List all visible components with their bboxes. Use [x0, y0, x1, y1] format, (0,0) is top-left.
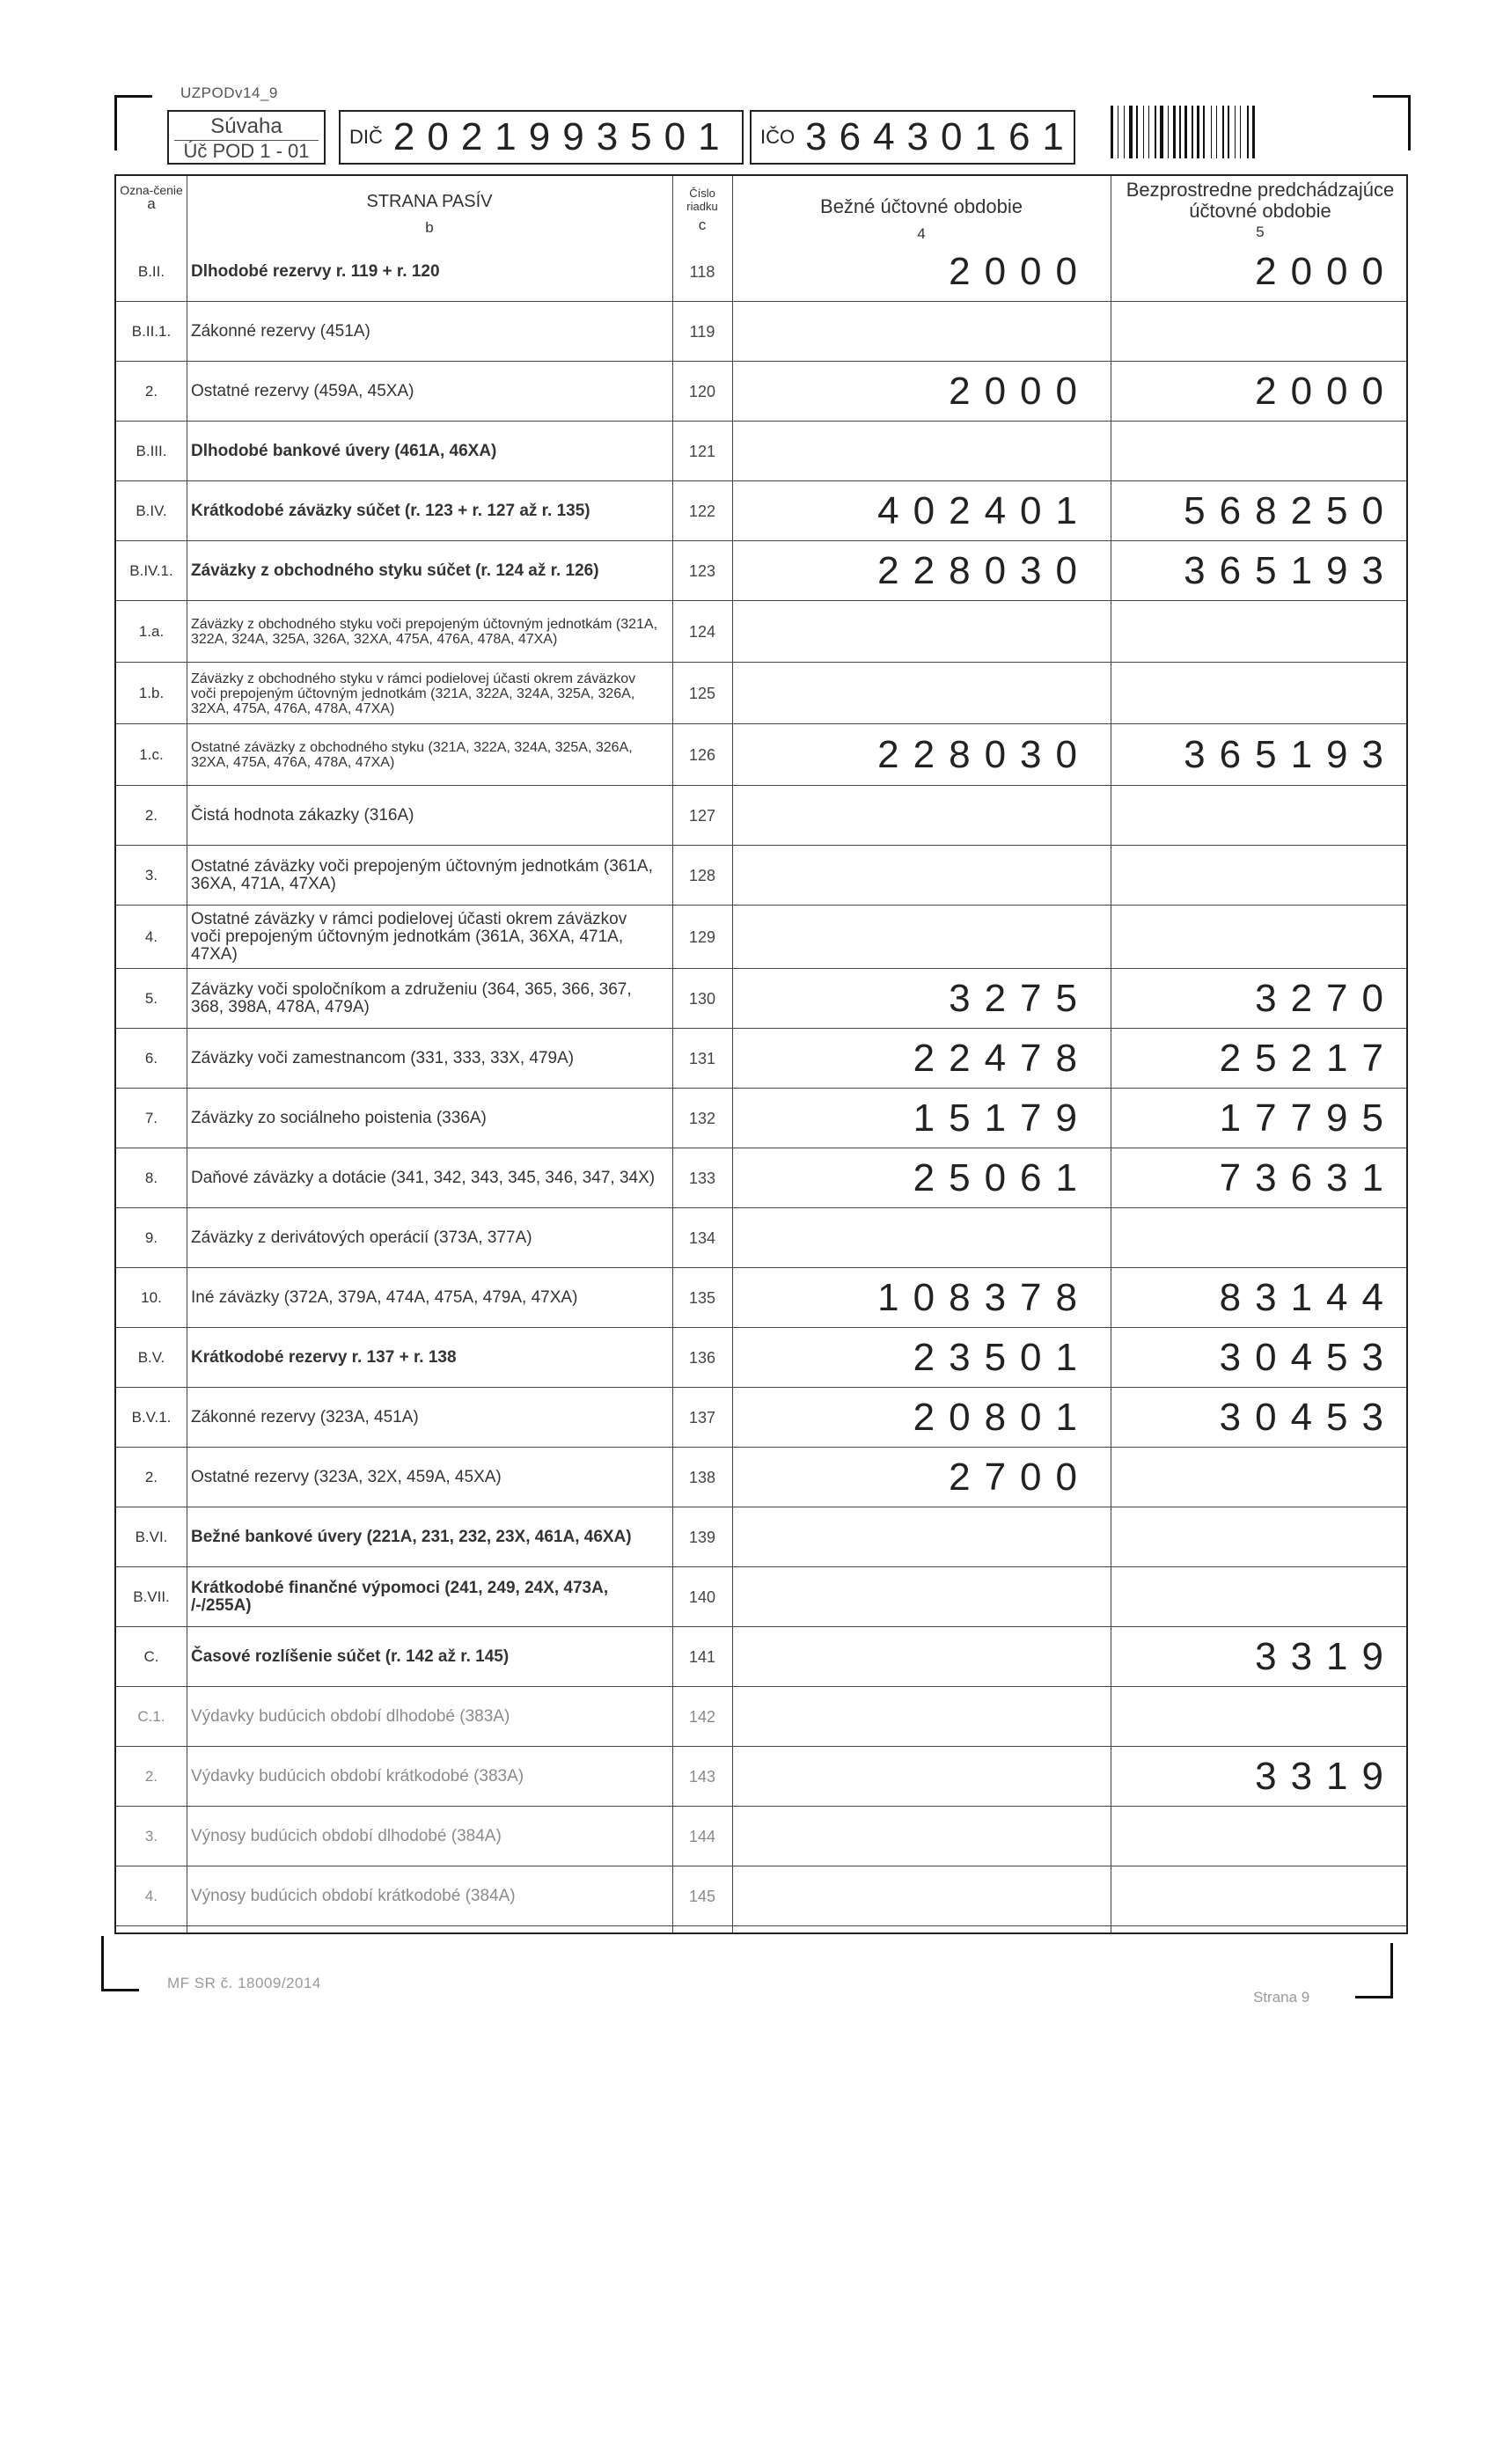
table-row: [116, 1687, 1406, 1747]
table-row: [116, 302, 1406, 362]
row-line-number: 145: [688, 1887, 716, 1905]
current-period-value: 20801: [913, 1396, 1091, 1439]
column-header-previous-period-label: Bezprostredne predchádzajúce účtovné obdobie: [1126, 179, 1395, 222]
previous-period-value: [1111, 846, 1410, 906]
row-description: Záväzky voči spoločníkom a združeniu (364, 365, 366, 367, 368, 398A, 478A, 479A): [191, 980, 632, 1016]
previous-period-value: [1111, 1208, 1410, 1268]
column-header-current-period-label: Bežné účtovné obdobie: [820, 195, 1023, 217]
previous-period-value: 365193: [1184, 733, 1397, 776]
row-mark: 6.: [144, 1050, 158, 1067]
row-description: Bežné bankové úvery (221A, 231, 232, 23X, 461A, 46XA): [191, 1528, 632, 1546]
previous-period-value: [1111, 663, 1410, 724]
row-description: Časové rozlíšenie súčet (r. 142 až r. 145): [191, 1647, 510, 1666]
column-header-current-period-sub: 4: [917, 225, 926, 242]
corner-mark-top-left: [114, 95, 152, 150]
row-mark: 5.: [144, 990, 158, 1007]
previous-period-value: [1111, 1866, 1410, 1926]
corner-mark-bottom-left: [101, 1936, 139, 1991]
current-period-value: [732, 1627, 1111, 1687]
row-description: Krátkodobé finančné výpomoci (241, 249, 24X, 473A, /-/255A): [191, 1579, 609, 1615]
row-mark: B.IV.: [136, 502, 167, 519]
barcode: [1111, 106, 1331, 158]
form-type-box: [167, 110, 326, 165]
current-period-value: 108378: [877, 1276, 1091, 1319]
row-description: Výnosy budúcich období krátkodobé (384A): [191, 1887, 516, 1905]
current-period-value: [732, 1747, 1111, 1807]
row-mark: B.VII.: [133, 1588, 170, 1605]
row-mark: 3.: [144, 1828, 158, 1844]
row-mark: B.VI.: [135, 1529, 168, 1545]
row-description: Dlhodobé bankové úvery (461A, 46XA): [191, 442, 497, 460]
row-line-number: 128: [688, 866, 716, 884]
row-mark: B.V.1.: [131, 1409, 172, 1426]
row-line-number: 122: [688, 502, 716, 520]
previous-period-value: 3270: [1255, 977, 1397, 1020]
row-description: Výdavky budúcich období krátkodobé (383A): [191, 1767, 524, 1786]
current-period-value: 2700: [949, 1456, 1091, 1499]
row-description: Záväzky z obchodného styku v rámci podielovej účasti okrem záväzkov voči prepojeným účtovným jednotkám (321A, 322A, 324A, 325A, 326A, 32XA, 475A, 476A, 478A, 47XA): [191, 671, 636, 716]
previous-period-value: 30453: [1219, 1396, 1397, 1439]
table-row: [116, 1507, 1406, 1567]
column-header-liabilities: [187, 176, 672, 242]
row-mark: 4.: [144, 1888, 158, 1904]
row-line-number: 144: [688, 1827, 716, 1845]
row-line-number: 136: [688, 1348, 716, 1367]
current-period-value: 15179: [913, 1096, 1091, 1140]
current-period-value: [732, 1866, 1111, 1926]
dic-value: 2021993501: [392, 115, 732, 158]
table-row: [116, 724, 1406, 786]
current-period-value: 2000: [949, 250, 1091, 293]
current-period-value: [732, 1687, 1111, 1747]
row-line-number: 143: [688, 1767, 716, 1786]
previous-period-value: 2000: [1255, 250, 1397, 293]
current-period-value: 25061: [913, 1156, 1091, 1199]
ico-label: IČO: [760, 126, 796, 148]
form-subname: Úč POD 1 - 01: [174, 140, 319, 162]
table-row: [116, 1388, 1406, 1448]
previous-period-value: 3319: [1255, 1635, 1397, 1678]
row-line-number: 118: [689, 262, 715, 281]
current-period-value: [732, 1807, 1111, 1866]
row-line-number: 121: [688, 442, 716, 460]
liabilities-table: [114, 174, 1408, 1934]
table-row: [116, 969, 1406, 1029]
row-line-number: 120: [688, 382, 716, 400]
row-mark: 2.: [144, 1469, 158, 1485]
row-description: Záväzky voči zamestnancom (331, 333, 33X, 479A): [191, 1049, 575, 1067]
previous-period-value: 2000: [1255, 370, 1397, 413]
previous-period-value: [1111, 1567, 1410, 1627]
previous-period-value: [1111, 1507, 1410, 1567]
column-header-line-number-sub: c: [698, 216, 707, 233]
row-line-number: 131: [688, 1049, 716, 1067]
row-mark: 8.: [144, 1170, 158, 1186]
current-period-value: [732, 302, 1111, 362]
table-row: [116, 1208, 1406, 1268]
row-description: Záväzky z derivátových operácií (373A, 377A): [191, 1228, 532, 1247]
previous-period-value: 17795: [1219, 1096, 1397, 1140]
row-description: Dlhodobé rezervy r. 119 + r. 120: [191, 262, 440, 281]
previous-period-value: [1111, 1807, 1410, 1866]
row-description: Krátkodobé rezervy r. 137 + r. 138: [191, 1348, 457, 1367]
column-header-previous-period-sub: 5: [1256, 224, 1265, 240]
previous-period-value: [1111, 422, 1410, 481]
current-period-value: [732, 906, 1111, 969]
table-row: [116, 1268, 1406, 1328]
row-line-number: 139: [688, 1528, 716, 1546]
row-mark: B.IV.1.: [129, 562, 173, 579]
ministry-reference: MF SR č. 18009/2014: [167, 1975, 321, 1991]
ico-value: 36430161: [805, 115, 1076, 158]
corner-mark-top-right: [1373, 95, 1411, 150]
column-header-mark-label: Ozna-čenie: [120, 183, 183, 197]
current-period-value: [732, 846, 1111, 906]
row-line-number: 138: [688, 1468, 716, 1486]
current-period-value: [732, 786, 1111, 846]
dic-label: DIČ: [349, 126, 383, 148]
row-mark: 2.: [144, 383, 158, 400]
row-description: Čistá hodnota zákazky (316A): [191, 806, 414, 825]
previous-period-value: 3319: [1255, 1755, 1397, 1798]
previous-period-value: [1111, 906, 1410, 969]
column-header-previous-period: [1111, 176, 1410, 242]
row-description: Ostatné rezervy (323A, 32X, 459A, 45XA): [191, 1468, 502, 1486]
column-header-current-period: [732, 176, 1111, 242]
table-row: [116, 663, 1406, 724]
current-period-value: [732, 663, 1111, 724]
row-line-number: 124: [688, 622, 716, 641]
column-header-liabilities-label: STRANA PASÍV: [366, 192, 493, 211]
row-line-number: 125: [688, 684, 716, 702]
row-line-number: 134: [688, 1228, 716, 1247]
page-number: Strana 9: [1253, 1989, 1310, 2006]
row-mark: B.II.: [137, 263, 165, 280]
current-period-value: [732, 601, 1111, 663]
row-line-number: 137: [688, 1408, 716, 1426]
current-period-value: 3275: [949, 977, 1091, 1020]
form-code: UZPODv14_9: [180, 84, 278, 101]
row-mark: B.III.: [136, 443, 167, 459]
table-row: [116, 1567, 1406, 1627]
ico-box: [750, 110, 1075, 165]
column-header-line-number-label: Číslo riadku: [686, 187, 718, 213]
row-mark: 1.c.: [139, 746, 164, 763]
previous-period-value: [1111, 601, 1410, 663]
previous-period-value: 365193: [1184, 549, 1397, 592]
previous-period-value: [1111, 302, 1410, 362]
current-period-value: 402401: [877, 489, 1091, 532]
table-row: [116, 422, 1406, 481]
row-line-number: 133: [688, 1169, 716, 1187]
table-row: [116, 846, 1406, 906]
row-line-number: 142: [688, 1707, 716, 1726]
table-row: [116, 1627, 1406, 1687]
table-row: [116, 541, 1406, 601]
row-line-number: 130: [688, 989, 716, 1008]
row-mark: 3.: [144, 867, 158, 884]
column-header-mark: [116, 176, 187, 242]
table-row: [116, 362, 1406, 422]
table-row: [116, 1448, 1406, 1507]
row-mark: B.V.: [137, 1349, 165, 1366]
table-row: [116, 1089, 1406, 1148]
form-name: Súvaha: [210, 114, 282, 138]
row-description: Výnosy budúcich období dlhodobé (384A): [191, 1827, 502, 1845]
row-line-number: 140: [688, 1588, 716, 1606]
row-line-number: 141: [688, 1647, 716, 1666]
row-line-number: 127: [688, 806, 716, 825]
row-description: Záväzky zo sociálneho poistenia (336A): [191, 1109, 487, 1127]
row-mark: 9.: [144, 1229, 158, 1246]
table-row: [116, 906, 1406, 969]
row-mark: 1.a.: [138, 623, 165, 640]
current-period-value: [732, 1507, 1111, 1567]
row-line-number: 119: [689, 322, 715, 341]
row-line-number: 129: [688, 928, 716, 946]
dic-box: [339, 110, 744, 165]
row-description: Ostatné rezervy (459A, 45XA): [191, 382, 414, 400]
previous-period-value: 30453: [1219, 1336, 1397, 1379]
current-period-value: [732, 422, 1111, 481]
row-description: Iné záväzky (372A, 379A, 474A, 475A, 479A, 47XA): [191, 1288, 578, 1307]
row-description: Krátkodobé záväzky súčet (r. 123 + r. 127 až r. 135): [191, 502, 590, 520]
corner-mark-bottom-right: [1355, 1943, 1393, 1998]
previous-period-value: 83144: [1219, 1276, 1397, 1319]
previous-period-value: 73631: [1219, 1156, 1397, 1199]
current-period-value: 228030: [877, 549, 1091, 592]
row-mark: 10.: [141, 1289, 162, 1306]
row-mark: 2.: [144, 1768, 158, 1785]
table-row: [116, 1747, 1406, 1807]
row-description: Ostatné záväzky z obchodného styku (321A, 322A, 324A, 325A, 326A, 32XA, 475A, 476A, 478A, 47XA): [191, 740, 633, 770]
previous-period-value: [1111, 786, 1410, 846]
row-description: Daňové záväzky a dotácie (341, 342, 343, 345, 346, 347, 34X): [191, 1169, 656, 1187]
table-row: [116, 1148, 1406, 1208]
table-row: [116, 1866, 1406, 1926]
row-mark: C.: [143, 1648, 159, 1665]
row-mark: 2.: [144, 807, 158, 824]
row-description: Záväzky z obchodného styku voči prepojeným účtovným jednotkám (321A, 322A, 324A, 325A, 326A, 32XA, 475A, 476A, 478A, 47XA): [191, 617, 658, 647]
table-row: [116, 1328, 1406, 1388]
row-mark: 1.b.: [138, 685, 165, 701]
row-mark: 4.: [144, 928, 158, 945]
row-mark: 7.: [144, 1110, 158, 1126]
previous-period-value: 568250: [1184, 489, 1397, 532]
row-description: Zákonné rezervy (451A): [191, 322, 370, 341]
table-row: [116, 242, 1406, 302]
current-period-value: 2000: [949, 370, 1091, 413]
row-description: Zákonné rezervy (323A, 451A): [191, 1408, 419, 1426]
table-row: [116, 601, 1406, 663]
previous-period-value: [1111, 1687, 1410, 1747]
table-row: [116, 1807, 1406, 1866]
row-line-number: 135: [688, 1288, 716, 1307]
row-description: Ostatné záväzky voči prepojeným účtovným jednotkám (361A, 36XA, 471A, 47XA): [191, 857, 653, 893]
row-description: Ostatné záväzky v rámci podielovej účasti okrem záväzkov voči prepojeným účtovným jednotkám (361A, 36XA, 471A, 47XA): [191, 910, 627, 964]
row-line-number: 132: [688, 1109, 716, 1127]
table-row: [116, 1029, 1406, 1089]
column-header-liabilities-sub: b: [425, 219, 434, 236]
previous-period-value: [1111, 1448, 1410, 1507]
previous-period-value: 25217: [1219, 1037, 1397, 1080]
row-line-number: 123: [688, 561, 716, 580]
table-row: [116, 481, 1406, 541]
current-period-value: [732, 1208, 1111, 1268]
row-description: Záväzky z obchodného styku súčet (r. 124 až r. 126): [191, 561, 599, 580]
row-description: Výdavky budúcich období dlhodobé (383A): [191, 1707, 510, 1726]
row-mark: B.II.1.: [131, 323, 172, 340]
table-row: [116, 786, 1406, 846]
column-header-line-number: [672, 176, 732, 242]
current-period-value: [732, 1567, 1111, 1627]
current-period-value: 228030: [877, 733, 1091, 776]
column-header-mark-sub: a: [147, 195, 156, 212]
row-line-number: 126: [688, 745, 716, 764]
row-mark: C.1.: [137, 1708, 165, 1725]
current-period-value: 23501: [913, 1336, 1091, 1379]
current-period-value: 22478: [913, 1037, 1091, 1080]
